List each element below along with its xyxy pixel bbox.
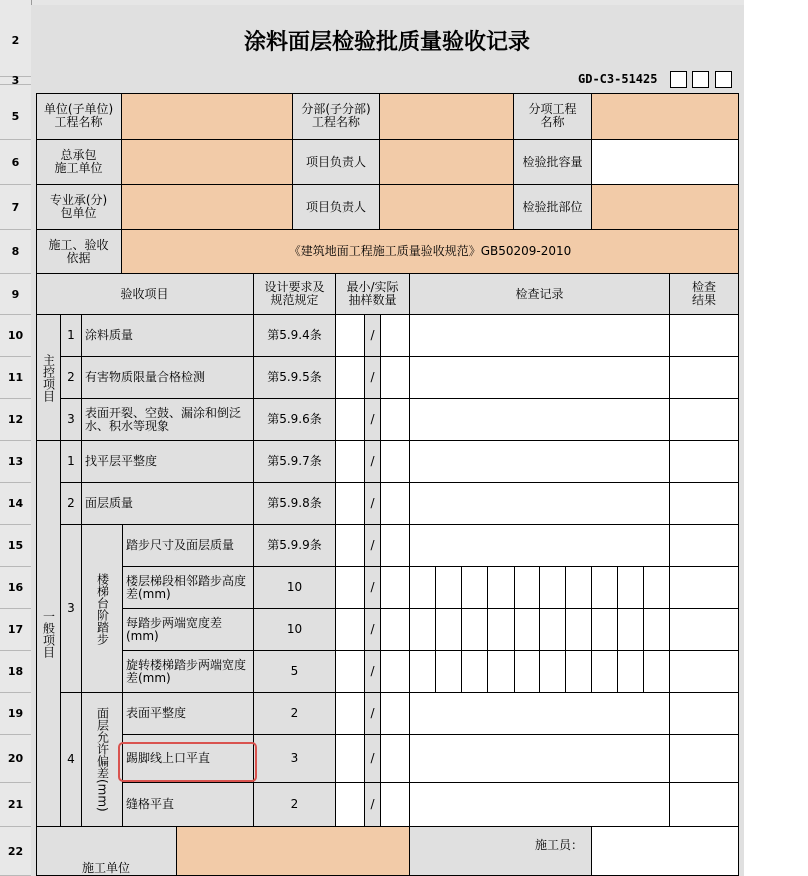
stairs-row-4-record-cell[interactable] (540, 651, 566, 693)
deviation-row-1-spec (254, 693, 336, 735)
main-item-1-slash (365, 315, 381, 357)
main-item-1-slash-text: / (370, 328, 375, 342)
deviation-row-1-min-sample[interactable] (336, 693, 365, 735)
deviation-row-2-record[interactable] (410, 735, 670, 783)
main-item-2-actual-sample[interactable] (381, 357, 410, 399)
stairs-row-3-record-cell[interactable] (462, 609, 488, 651)
general-item-2-result[interactable] (670, 483, 739, 525)
stairs-row-2-min-sample[interactable] (336, 567, 365, 609)
subcontractor-label-text: 专业承(分) 包单位 (49, 193, 108, 220)
code-box-2[interactable] (692, 71, 709, 88)
stairs-row-2-slash (365, 567, 381, 609)
general-item-2-min-sample[interactable] (336, 483, 365, 525)
stairs-row-3-record-cell[interactable] (566, 609, 592, 651)
stairs-row-3-result[interactable] (670, 609, 739, 651)
header-result-text: 检查 结果 (691, 280, 716, 307)
main-item-2-name-text: 有害物质限量合格检测 (85, 370, 206, 384)
general-item-no-text: 2 (67, 496, 75, 510)
manager-value[interactable] (380, 140, 514, 185)
stairs-row-2-record-cell[interactable] (644, 567, 670, 609)
general-item-1-slash-text: / (370, 454, 375, 468)
stairs-row-2-record-cell[interactable] (618, 567, 644, 609)
right-blank-area (744, 0, 808, 876)
stairs-row-3-slash-text: / (370, 622, 375, 636)
deviation-row-2-min-sample[interactable] (336, 735, 365, 783)
stairs-row-2-record-cell[interactable] (540, 567, 566, 609)
main-item-3-name-text: 表面开裂、空鼓、漏涂和倒泛水、积水等现象 (85, 405, 242, 433)
footer-unit-value[interactable] (177, 827, 410, 876)
row-number: 21 (0, 783, 31, 827)
row-number: 8 (0, 230, 31, 274)
stairs-row-4-name (123, 651, 254, 693)
general-group-label (36, 441, 61, 827)
header-item (36, 274, 254, 315)
deviation-row-1-name (123, 693, 254, 735)
stairs-row-2-name-text: 楼层梯段相邻踏步高度差(mm) (126, 573, 247, 601)
main-item-no (61, 315, 82, 357)
stairs-row-2-name (123, 567, 254, 609)
stairs-row-1-slash (365, 525, 381, 567)
stairs-row-3-record-cell[interactable] (410, 609, 436, 651)
basis-label-text: 施工、验收 依据 (48, 237, 109, 265)
footer-unit-label-text: 施工单位 (81, 861, 130, 875)
row-number: 17 (0, 609, 31, 651)
main-item-3-record[interactable] (410, 399, 670, 441)
stairs-row-2-record-cell[interactable] (436, 567, 462, 609)
header-record-text: 检查记录 (515, 286, 564, 301)
main-item-3-slash-text: / (370, 412, 375, 426)
stairs-row-4-record-cell[interactable] (488, 651, 515, 693)
stairs-row-4-min-sample[interactable] (336, 651, 365, 693)
main-item-3-slash (365, 399, 381, 441)
general-item-2-name (82, 483, 254, 525)
stairs-row-3-name-text: 每踏步两端宽度差(mm) (126, 615, 223, 643)
manager2-value[interactable] (380, 185, 514, 230)
main-group-label (36, 315, 61, 441)
contractor-value[interactable] (122, 140, 293, 185)
stairs-row-4-spec-text: 5 (290, 664, 299, 678)
stairs-row-2-slash-text: / (370, 580, 375, 594)
header-sample-text: 最小/实际 抽样数量 (346, 280, 399, 307)
main-item-3-name (82, 399, 254, 441)
stairs-row-1-min-sample[interactable] (336, 525, 365, 567)
main-item-3-spec (254, 399, 336, 441)
stairs-row-1-name (123, 525, 254, 567)
header-item-text: 验收项目 (120, 286, 169, 301)
highlight-box (118, 742, 257, 782)
stairs-row-2-spec (254, 567, 336, 609)
general-item-1-record[interactable] (410, 441, 670, 483)
deviation-row-2-spec (254, 735, 336, 783)
main-item-2-spec (254, 357, 336, 399)
deviation-row-3-actual-sample[interactable] (381, 783, 410, 827)
code-box-1[interactable] (670, 71, 687, 88)
deviation-row-2-slash (365, 735, 381, 783)
main-item-no (61, 399, 82, 441)
location-value[interactable] (592, 185, 739, 230)
header-sample (336, 274, 410, 315)
stairs-row-3-min-sample[interactable] (336, 609, 365, 651)
stairs-row-4-record-cell[interactable] (515, 651, 540, 693)
deviation-row-1-result[interactable] (670, 693, 739, 735)
stairs-row-4-slash-text: / (370, 664, 375, 678)
row-number: 14 (0, 483, 31, 525)
stairs-row-1-name-text: 踏步尺寸及面层质量 (126, 538, 235, 552)
stairs-row-4-record-cell[interactable] (410, 651, 436, 693)
general-item-2-slash-text: / (370, 496, 375, 510)
main-item-no-text: 2 (67, 370, 75, 384)
deviation-no (61, 693, 82, 827)
deviation-row-3-spec (254, 783, 336, 827)
general-item-1-min-sample[interactable] (336, 441, 365, 483)
stairs-row-4-result[interactable] (670, 651, 739, 693)
subcontractor-value[interactable] (122, 185, 293, 230)
stairs-row-2-record-cell[interactable] (462, 567, 488, 609)
deviation-row-1-record[interactable] (410, 693, 670, 735)
stairs-row-4-record-cell[interactable] (436, 651, 462, 693)
unit-name-label (36, 93, 122, 140)
stairs-row-1-actual-sample[interactable] (381, 525, 410, 567)
stairs-row-2-result[interactable] (670, 567, 739, 609)
manager2-label (293, 185, 380, 230)
general-item-no-text: 1 (67, 454, 75, 468)
location-label (514, 185, 592, 230)
stairs-row-2-record-cell[interactable] (515, 567, 540, 609)
stairs-no (61, 525, 82, 693)
stairs-row-4-record-cell[interactable] (462, 651, 488, 693)
row-number: 22 (0, 827, 31, 876)
stairs-row-3-slash (365, 609, 381, 651)
footer-worker-label (410, 827, 592, 876)
main-item-1-name-text: 涂料质量 (85, 328, 134, 342)
general-item-2-actual-sample[interactable] (381, 483, 410, 525)
general-item-2-name-text: 面层质量 (85, 496, 134, 510)
deviation-row-2-spec-text: 3 (290, 751, 299, 765)
stairs-group-label (82, 525, 123, 693)
main-item-3-min-sample[interactable] (336, 399, 365, 441)
footer-unit-label (36, 827, 177, 876)
item-name-label (514, 93, 592, 140)
main-item-1-spec (254, 315, 336, 357)
deviation-row-1-actual-sample[interactable] (381, 693, 410, 735)
stairs-row-4-slash (365, 651, 381, 693)
deviation-row-2-name-text: 踢脚线上口平直 (126, 751, 211, 765)
main-item-no (61, 357, 82, 399)
stairs-row-4-record-cell[interactable] (618, 651, 644, 693)
main-item-1-result[interactable] (670, 315, 739, 357)
stairs-row-2-record-cell[interactable] (488, 567, 515, 609)
main-item-3-actual-sample[interactable] (381, 399, 410, 441)
row-number: 2 (0, 5, 31, 77)
main-item-3-spec-text: 第5.9.6条 (267, 412, 322, 426)
general-item-1-name (82, 441, 254, 483)
stairs-row-4-record-cell[interactable] (644, 651, 670, 693)
stairs-row-1-slash-text: / (370, 538, 375, 552)
capacity-label-text: 检验批容量 (522, 154, 583, 169)
stairs-row-3-record-cell[interactable] (540, 609, 566, 651)
manager-label-text: 项目负责人 (305, 154, 366, 169)
main-item-2-spec-text: 第5.9.5条 (267, 370, 322, 384)
stairs-row-3-record-cell[interactable] (592, 609, 618, 651)
stairs-row-2-spec-text: 10 (286, 580, 303, 594)
main-item-1-spec-text: 第5.9.4条 (267, 328, 322, 342)
stairs-row-4-record-cell[interactable] (566, 651, 592, 693)
deviation-row-2-result[interactable] (670, 735, 739, 783)
subcontractor-label (36, 185, 122, 230)
main-item-1-actual-sample[interactable] (381, 315, 410, 357)
deviation-row-3-name (123, 783, 254, 827)
general-item-2-spec-text: 第5.9.8条 (267, 496, 322, 510)
stairs-row-3-record-cell[interactable] (644, 609, 670, 651)
deviation-row-3-record[interactable] (410, 783, 670, 827)
stairs-row-4-actual-sample[interactable] (381, 651, 410, 693)
stairs-row-3-record-cell[interactable] (618, 609, 644, 651)
footer-worker-value[interactable] (592, 827, 739, 876)
capacity-label (514, 140, 592, 185)
contractor-label-text: 总承包 施工单位 (54, 148, 103, 175)
row-number: 6 (0, 140, 31, 185)
row-number: 19 (0, 693, 31, 735)
row-number: 18 (0, 651, 31, 693)
row-number: 3 (0, 77, 31, 85)
form-code: GD-C3-51425 (578, 72, 658, 86)
basis-value[interactable] (122, 230, 739, 274)
stairs-row-3-record-cell[interactable] (515, 609, 540, 651)
part-name-label-text: 分部(子分部) 工程名称 (301, 102, 371, 129)
main-item-no-text: 1 (67, 328, 75, 342)
general-item-1-slash (365, 441, 381, 483)
form-title: 涂料面层检验批质量验收记录 (243, 29, 530, 55)
header-design (254, 274, 336, 315)
main-item-1-record[interactable] (410, 315, 670, 357)
deviation-row-3-spec-text: 2 (290, 797, 299, 811)
basis-value-text: 《建筑地面工程施工质量验收规范》GB50209-2010 (288, 244, 572, 258)
deviation-row-3-result[interactable] (670, 783, 739, 827)
row-number: 20 (0, 735, 31, 783)
main-item-3-result[interactable] (670, 399, 739, 441)
footer-worker-label-text: 施工员： (534, 838, 583, 852)
main-item-no-text: 3 (67, 412, 75, 426)
general-group-label-text: 一般项目 (41, 609, 56, 658)
stairs-row-1-result[interactable] (670, 525, 739, 567)
stairs-row-2-record-cell[interactable] (592, 567, 618, 609)
header-design-text: 设计要求及 规范规定 (264, 280, 325, 307)
general-item-1-name-text: 找平层平整度 (85, 454, 158, 468)
main-item-1-min-sample[interactable] (336, 315, 365, 357)
stairs-group-label-text: 楼梯台阶踏步 (95, 572, 110, 645)
unit-name-label-text: 单位(子单位) 工程名称 (43, 102, 114, 129)
deviation-row-1-slash-text: / (370, 706, 375, 720)
deviation-row-1-slash (365, 693, 381, 735)
location-label-text: 检验批部位 (522, 199, 583, 214)
general-item-2-spec (254, 483, 336, 525)
general-item-2-slash (365, 483, 381, 525)
general-item-1-actual-sample[interactable] (381, 441, 410, 483)
deviation-row-3-min-sample[interactable] (336, 783, 365, 827)
stairs-row-3-record-cell[interactable] (488, 609, 515, 651)
general-item-2-record[interactable] (410, 483, 670, 525)
main-item-2-slash (365, 357, 381, 399)
header-record (410, 274, 670, 315)
stairs-row-3-spec-text: 10 (286, 622, 303, 636)
stairs-row-2-record-cell[interactable] (410, 567, 436, 609)
deviation-row-2-slash-text: / (370, 751, 375, 765)
part-name-value[interactable] (380, 93, 514, 140)
stairs-row-3-name (123, 609, 254, 651)
stairs-row-1-record[interactable] (410, 525, 670, 567)
stairs-no-text: 3 (67, 601, 75, 615)
deviation-row-1-name-text: 表面平整度 (126, 706, 187, 720)
row-number: 10 (0, 315, 31, 357)
general-item-1-spec-text: 第5.9.7条 (267, 454, 322, 468)
stairs-row-2-record-cell[interactable] (566, 567, 592, 609)
general-item-no (61, 441, 82, 483)
unit-name-value[interactable] (122, 93, 293, 140)
deviation-row-3-name-text: 缝格平直 (126, 797, 175, 811)
header-result (670, 274, 739, 315)
basis-label (36, 230, 122, 274)
code-box-3[interactable] (715, 71, 732, 88)
general-item-no (61, 483, 82, 525)
row-number: 7 (0, 185, 31, 230)
row-header-bar (0, 0, 32, 876)
general-item-1-result[interactable] (670, 441, 739, 483)
deviation-row-3-slash-text: / (370, 797, 375, 811)
main-item-2-name (82, 357, 254, 399)
general-item-1-spec (254, 441, 336, 483)
main-item-2-min-sample[interactable] (336, 357, 365, 399)
deviation-row-2-actual-sample[interactable] (381, 735, 410, 783)
row-number: 13 (0, 441, 31, 483)
main-item-1-name (82, 315, 254, 357)
item-name-value[interactable] (592, 93, 739, 140)
deviation-group-label (82, 693, 123, 827)
deviation-row-3-slash (365, 783, 381, 827)
main-item-2-slash-text: / (370, 370, 375, 384)
deviation-no-text: 4 (67, 752, 75, 766)
main-group-label-text: 主控项目 (41, 353, 56, 402)
capacity-value[interactable] (592, 140, 739, 185)
row-number: 16 (0, 567, 31, 609)
main-item-2-result[interactable] (670, 357, 739, 399)
deviation-row-1-spec-text: 2 (290, 706, 299, 720)
contractor-label (36, 140, 122, 185)
row-number: 12 (0, 399, 31, 441)
stairs-row-4-record-cell[interactable] (592, 651, 618, 693)
deviation-group-label-text: 面层允许偏差(mm) (95, 707, 110, 812)
part-name-label (293, 93, 380, 140)
stairs-row-3-actual-sample[interactable] (381, 609, 410, 651)
stairs-row-4-name-text: 旋转楼梯踏步两端宽度差(mm) (126, 657, 247, 685)
stairs-row-4-spec (254, 651, 336, 693)
stairs-row-2-actual-sample[interactable] (381, 567, 410, 609)
manager-label (293, 140, 380, 185)
manager2-label-text: 项目负责人 (305, 199, 366, 214)
row-number: 11 (0, 357, 31, 399)
item-name-label-text: 分项工程 名称 (528, 102, 577, 129)
row-number: 5 (0, 93, 31, 140)
row-number: 9 (0, 274, 31, 315)
stairs-row-1-spec-text: 第5.9.9条 (267, 538, 322, 552)
stairs-row-3-spec (254, 609, 336, 651)
stairs-row-1-spec (254, 525, 336, 567)
row-number: 15 (0, 525, 31, 567)
main-item-2-record[interactable] (410, 357, 670, 399)
stairs-row-3-record-cell[interactable] (436, 609, 462, 651)
